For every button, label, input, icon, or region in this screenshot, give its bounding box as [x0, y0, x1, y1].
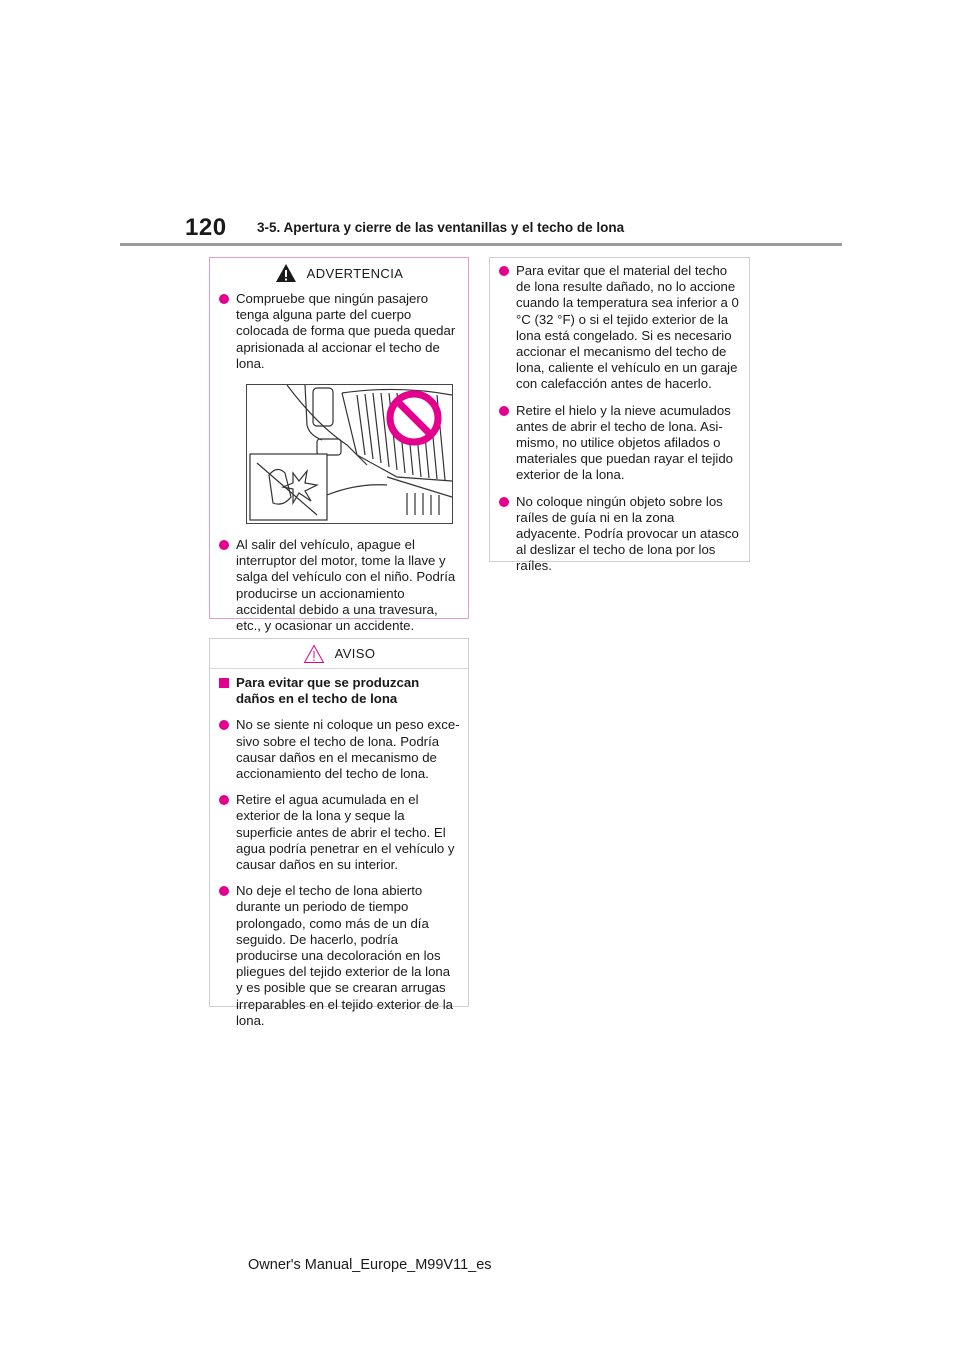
warning-item: Compruebe que ningún pasajero tenga alguna parte del cuerpo colocada de forma que pueda quedar aprisionada al accionar el techo de lona. — [219, 291, 460, 372]
square-bullet-icon — [219, 678, 229, 688]
notice-item: No se siente ni coloque un peso excesivo sobre el techo de lona. Podría causar daños en el mecanismo de accionamiento del techo de lona. — [219, 717, 460, 782]
page-number: 120 — [185, 214, 227, 241]
bullet-icon — [219, 795, 229, 805]
warning-item: Al salir del vehículo, apague el interruptor del motor, tome la llave y salga del vehículo con el niño. Podría producirse un accionamiento accidental debido a una travesura, etc., y ocasionar un accidente. — [219, 537, 460, 634]
notice-header — [210, 639, 468, 669]
bullet-icon — [499, 266, 509, 276]
notice-title: AVISO — [334, 646, 376, 661]
bullet-icon — [219, 720, 229, 730]
notice-box — [209, 638, 469, 1028]
bullet-icon — [499, 406, 509, 416]
notice-item: Retire el agua acumulada en el exterior de la lona y seque la superficie antes de abrir el techo. El agua podría penetrar en el vehículo y causar daños en su interior. — [219, 792, 460, 873]
notice-item: No deje el techo de lona abierto durante un periodo de tiempo prolongado, como más de un día seguido. De hacerlo, podría producirse una decoloración en los pliegues del tejido exterior de la lona y es posible que se crearan arrugas irreparables en el tejido exterior de la lona. — [219, 883, 460, 1029]
bullet-icon — [219, 294, 229, 304]
warning-header — [210, 258, 468, 288]
section-title: 3-5. Apertura y cierre de las ventanillas y el techo de lona — [257, 220, 625, 235]
notice-item: Para evitar que el material del techo de lona resulte dañado, no lo accione cuando la temperatura sea inferior a 0 °C (32 °F) o si el tejido exterior de la lona está congelado. Si es necesario accionar el mecanismo del techo de lona, caliente el vehículo en un garaje con calefacción antes de hacerlo. — [499, 263, 741, 393]
bullet-icon — [219, 886, 229, 896]
header-divider — [120, 243, 842, 246]
notice-item: Retire el hielo y la nieve acumulados antes de abrir el techo de lona. Asimismo, no utilice objetos afilados o materiales que puedan rayar el tejido exterior de la lona. — [499, 403, 741, 484]
caution-triangle-icon — [303, 644, 325, 664]
bullet-icon — [219, 540, 229, 550]
warning-title: ADVERTENCIA — [306, 265, 404, 281]
footer-text: Owner's Manual_Europe_M99V11_es — [248, 1257, 492, 1273]
notice-subheading: Para evitar que se produzcan daños en el techo de lona — [219, 675, 460, 707]
warning-box — [209, 257, 469, 634]
prohibited-hand-in-sunroof-illustration — [246, 384, 453, 524]
sunroof-illustration-icon — [247, 385, 452, 523]
notice-item: No coloque ningún objeto sobre los raíles de guía ni en la zona adyacente. Podría provocar un atasco al deslizar el techo de lona por los raíles. — [499, 494, 741, 575]
continued-notice-box — [489, 257, 750, 574]
warning-triangle-icon — [275, 263, 297, 283]
bullet-icon — [499, 497, 509, 507]
